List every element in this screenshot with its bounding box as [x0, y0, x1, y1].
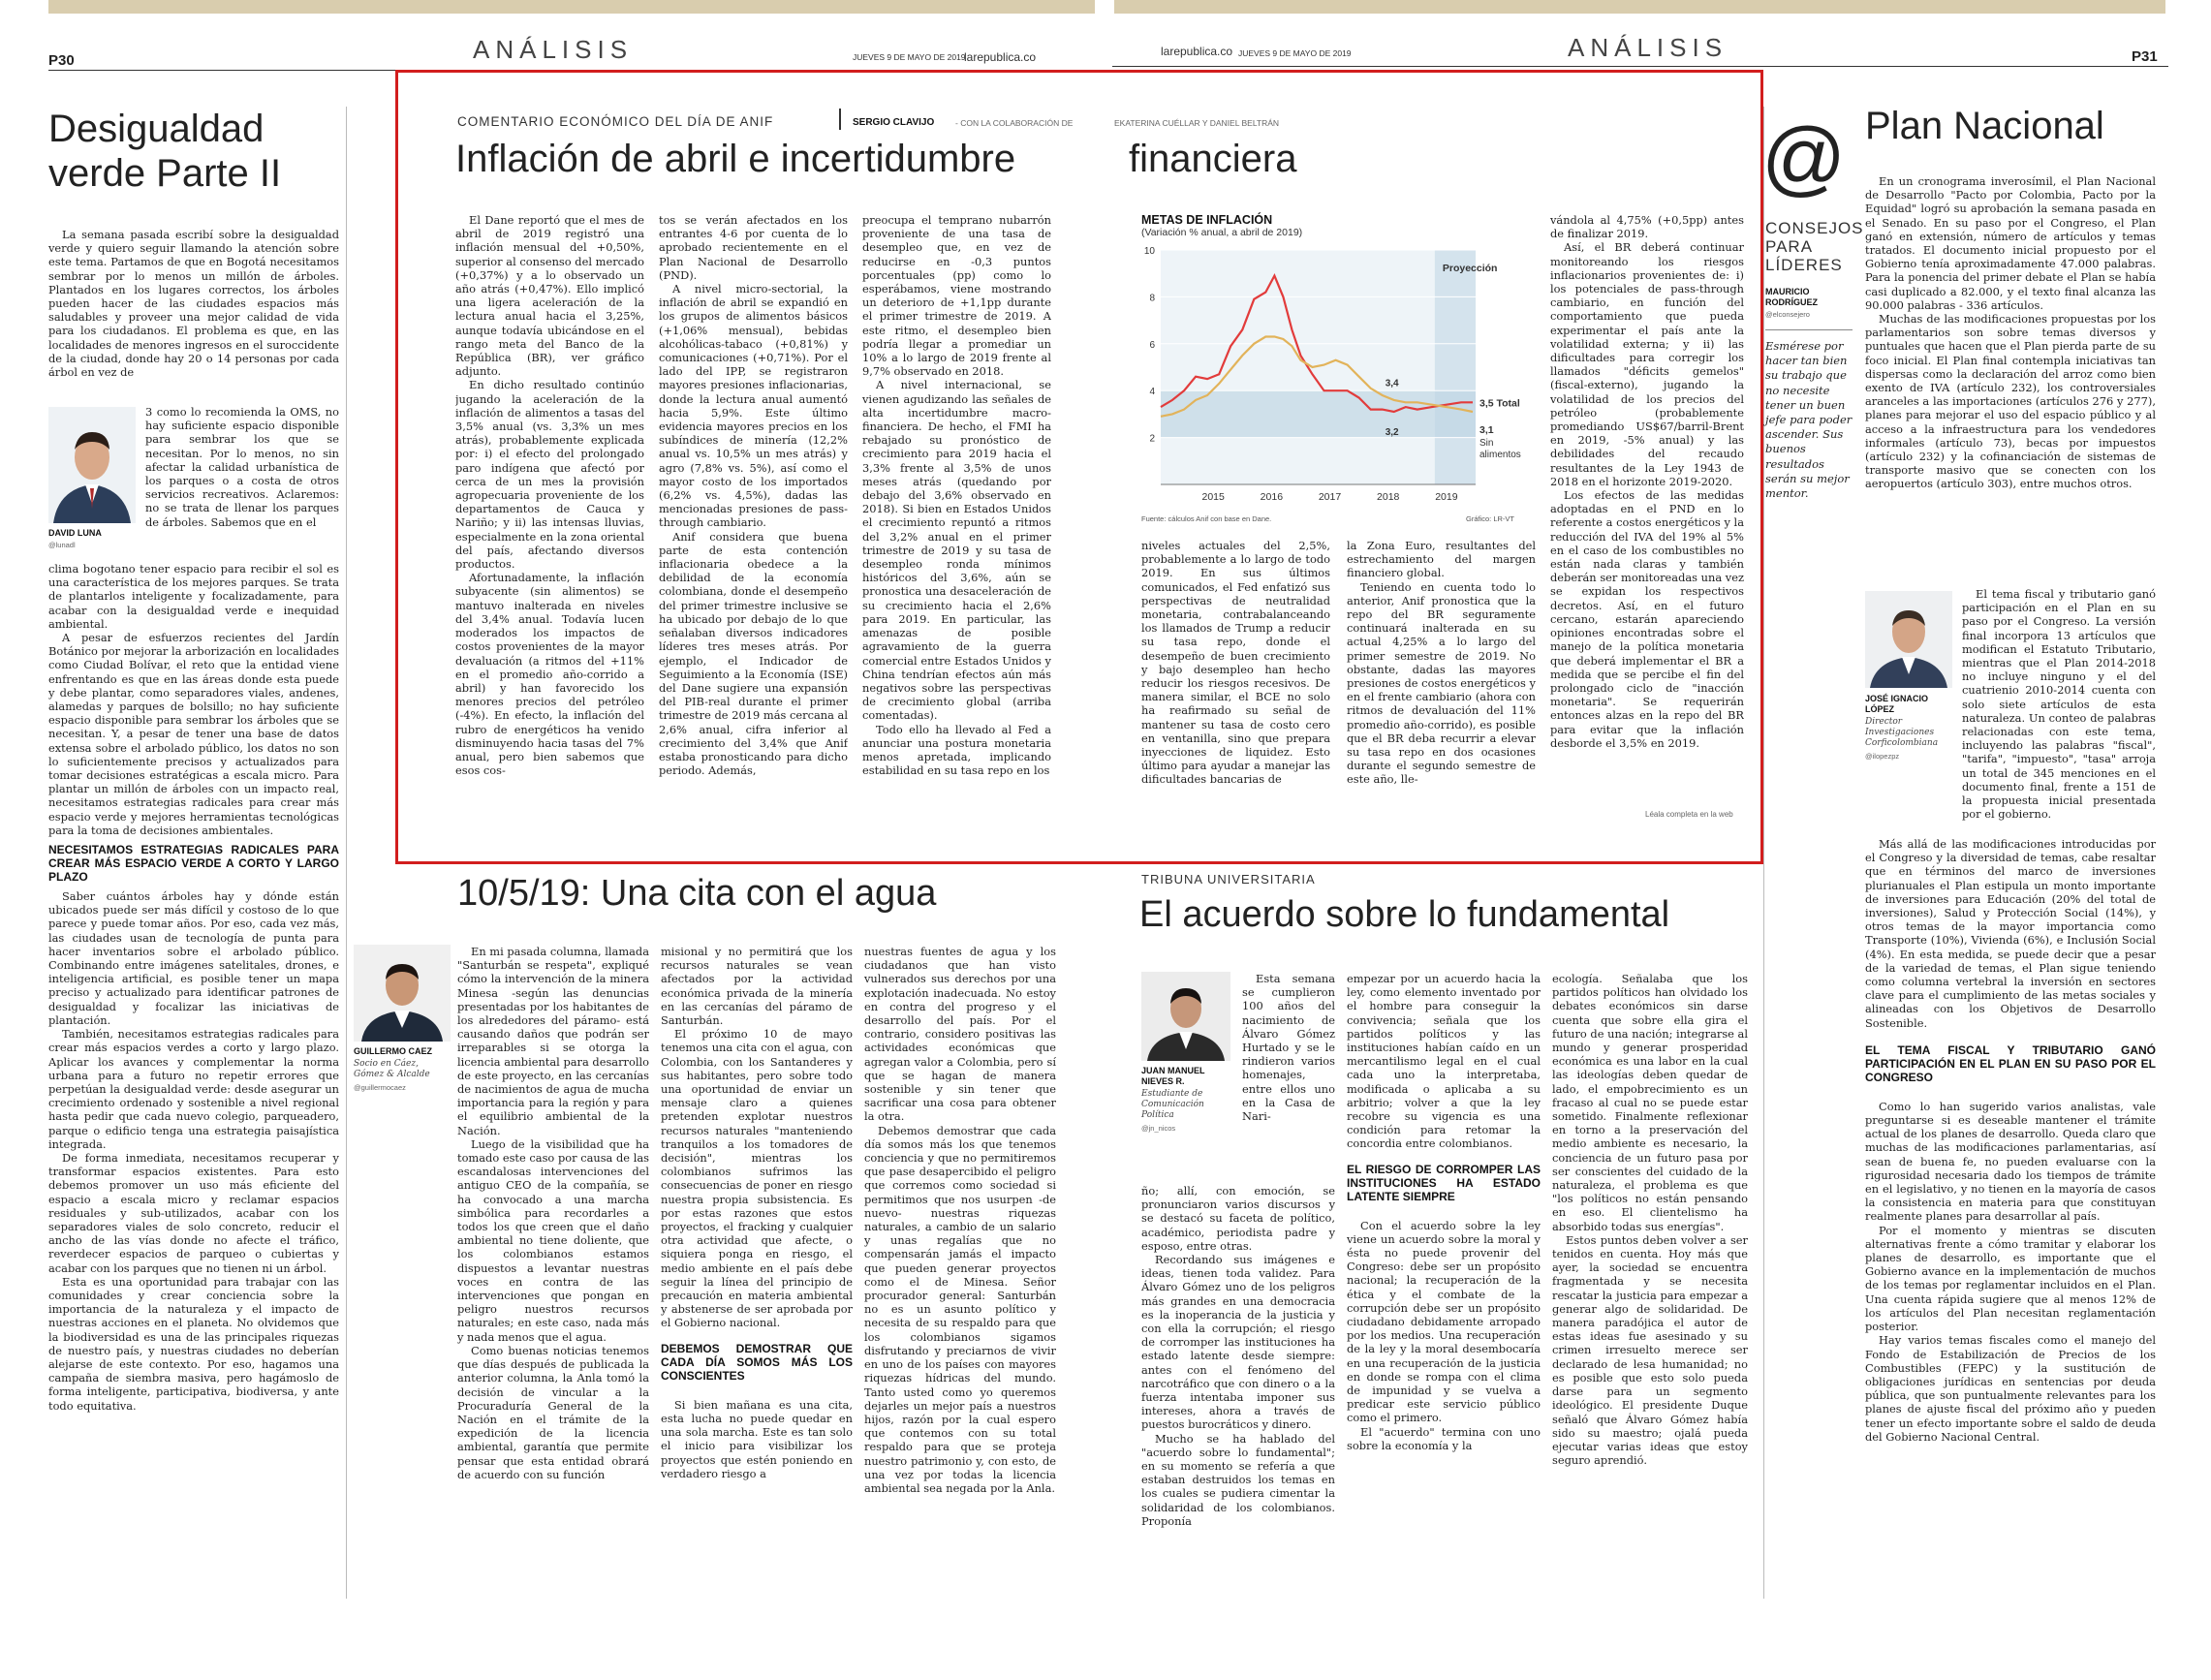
article-title-continued: financiera [1129, 138, 1297, 180]
paragraph: En mi pasada columna, llamada "Santurbán se respeta", expliqué cómo la intervención de la minera Minesa -según las denuncias presentadas por los habitantes de los alrededores del páramo- está causando daños que podrán ser irreparables si se otorga la licencia ambiental para desarrollo de este proyecto, en las cercanías de nacimientos de agua de mucha importancia para la región y para el equilibrio ambiental de la Nación. [457, 945, 649, 1137]
paragraph: misional y no permitirá que los recursos naturales se vean afectados por la actividad económica privada de la minería en las cercanías del páramo de Santurbán. [661, 945, 853, 1028]
x-tick-label: 2018 [1377, 491, 1400, 503]
article-desigualdad [48, 107, 339, 196]
paragraph: Luego de la visibilidad que ha tomado este caso por causa de las escandalosas intervenciones del antiguo CEO de la compañía, se ha convocado a una marcha simbólica para recordarles a todos los que creen que el daño ambiental no tiene doliente, que los colombianos estamos dispuestos a levantar nuestras voces en contra de las intervenciones que pongan en peligro nuestros recursos naturales; en este caso, nada más y nada menos que el agua. [457, 1136, 649, 1344]
kicker-divider [839, 109, 841, 130]
author-name: JOSÉ IGNACIO LÓPEZ [1865, 694, 1929, 714]
paragraph: Esta semana se cumplieron 100 años del nacimiento de Álvaro Gómez Hurtado y se le rindieron varios homenajes, entre ellos uno en la Casa de Nari- [1242, 972, 1335, 1124]
consejos-quote: Esmérese por hacer tan bien su trabajo que no necesite tener un buen jefe para poder ascender. Sus buenos resultados serán su mejor mentor. [1765, 339, 1853, 501]
collab-names: EKATERINA CUÉLLAR Y DANIEL BELTRÁN [1114, 118, 1280, 128]
page-number-right: P31 [2132, 48, 2158, 65]
label-value: 3,4 [1385, 378, 1399, 389]
author-handle: @lunadl [48, 541, 76, 549]
paragraph: empezar por un acuerdo hacia la ley, como elemento inventado por el hombre para conseguir la convivencia; señala que los partidos políticos y las instituciones habían caído en un mercantilismo legal en el cual cada uno la interpretaba, modificada o aplicaba a su arbitrio; volver a que la ley recobre su vigencia es una condición para retomar la concordia entre colombianos. [1347, 972, 1541, 1151]
site-left: larepublica.co [964, 50, 1037, 64]
paragraph: la Zona Euro, resultantes del estrechamiento del margen financiero global. [1347, 539, 1536, 580]
author-photo [1865, 591, 1952, 688]
author-role: Estudiante de Comunicación Política [1141, 1089, 1204, 1120]
inflation-chart [1141, 213, 1541, 533]
paragraph: Los efectos de las medidas adoptadas en el PND en lo referente a costos energéticos y la reducción del IVA del 19% al 5% en el caso de los combustibles no están nada claras y también deberán ser monitoreadas una vez se expidan los respectivos decretos. Así, en el futuro cercano, estarán apareciendo opiniones encontradas sobre el manejo de la política monetaria que deberá implementar el BR a medida que se percibe el fin del prolongado ciclo de "inacción monetaria". Se requerirán entonces alzas en la repo del BR para evitar que la inflación desborde el 3,5% en 2019. [1550, 488, 1744, 750]
paragraph: Más allá de las modificaciones introducidas por el Congreso y la diversidad de temas, cabe resaltar que en términos del marco de inversiones plurianuales el Plan estipula un monto importante de inversiones para Educación (20% del total de inversiones), Salud y Protección Social (14%), y otros temas de la mayor importancia como Transporte (10%), Vivienda (6%), e Inclusión Social (4%). En esta medida, se puede decir que a pesar de la variedad de temas, el Plan sigue teniendo como columna vertebral la inversión en sectores clave para el cumplimiento de las metas sociales y alineadas con los Objetivos de Desarrollo Sostenible. [1865, 837, 2156, 1030]
y-tick-label: 4 [1149, 387, 1155, 398]
article-column [1242, 972, 1335, 1183]
paragraph: Recordando sus imágenes e ideas, tienen toda validez. Para Álvaro Gómez uno de los peligros más grandes en una democracia es la inoperancia de la justicia y con ella la corrupción; el riesgo de corromper las instituciones ha estado latente desde siempre: antes con el fenómeno del narcotráfico que con dinero o a la fuerza intentaba imponer sus intereses, ahora a través de puestos burocráticos y dinero. [1141, 1253, 1335, 1432]
at-icon: @ [1761, 111, 1847, 204]
article-body [48, 228, 339, 397]
paragraph: Por el momento y mientras se discuten alternativas frente a cómo tramitar y elaborar los planes de desarrollo, es importante que el Gobierno avance en la implementación de muchos de los temas por reglamentar incluidos en el Plan. Una cuenta rápida sugiere que al menos 12% de los artículos del Plan necesitan reglamentación posterior. [1865, 1223, 2156, 1334]
projection-area [1435, 250, 1476, 484]
paragraph: A pesar de esfuerzos recientes del Jardín Botánico por mejorar la arborización en localidades como Ciudad Bolívar, el reto que la entidad viene enfrentando es que en las áreas donde esta puede y debe plantar, como separadores viales, andenes, alamedas y parques de bolsillo; no hay suficiente espacio disponible para sembrar los árboles que se necesitan. Y, a pesar de tener una base de datos extensa sobre el arbolado público, los datos no son lo suficientemente precisos y actualizados para tomar decisiones estratégicas a escala micro. Para plantar un millón de árboles con un impacto real, necesitamos estrategias radicales para crear más espacio verde y mejores herramientas tecnológicas para la toma de decisiones ambientales. [48, 631, 339, 837]
consejos-title-line: PARA [1765, 237, 1814, 256]
article-title: Desigualdad [48, 108, 265, 150]
x-tick-label: 2016 [1260, 491, 1284, 503]
paragraph: El "acuerdo" termina con uno sobre la economía y la [1347, 1424, 1541, 1452]
article-title: Inflación de abril e incertidumbre [455, 138, 1016, 180]
paragraph: También, necesitamos estrategias radicales para crear más espacios verdes a corto y largo plazo. Aplicar los avances y complementar la norma urbana para a futuro no repetir errores que perpetúan la desigualdad verde: desde asegurar un crecimiento ordenado y sostenible a nivel regional hasta pedir que cada nuevo colegio, parqueadero, parque o edificio tenga una estrategia paisajística integrada. [48, 1027, 339, 1151]
site-right: larepublica.co [1161, 45, 1233, 58]
consejos-title [1765, 219, 1864, 274]
article-column [1347, 539, 1536, 825]
article-body [48, 562, 339, 1606]
chart-source: Fuente: cálculos Anif con base en Dane. [1141, 514, 1272, 523]
label-value: 3,2 [1385, 427, 1399, 439]
article-body [1865, 837, 2156, 1612]
paragraph: Teniendo en cuenta todo lo anterior, Anif pronostica que la repo del BR seguramente continuará inalterada en su actual 4,25% a lo largo del primer semestre de 2019. No obstante, dadas las mayores presiones de costos energéticos y en el frente cambiario (ahora con ritmos de devaluación del 11% promedio año-corrido), es posible que el BR deba recurrir a elevar su tasa repo en dos ocasiones durante el segundo semestre de este año, lle- [1347, 579, 1536, 787]
paragraph: Esta es una oportunidad para trabajar con las comunidades y crear conciencia sobre la importancia de la naturaleza y el impacto de nuestras acciones en el planeta. No olvidemos que la biodiversidad es una de las principales riquezas de nuestro país, y nuestras ciudades no deberían alejarse de este contexto. Por eso, hagamos una campaña de siembra masiva, pero hagámoslo de forma inteligente, participativa, biodiversa, y ante todo equitativa. [48, 1274, 339, 1413]
article-column [1347, 972, 1541, 1613]
y-tick-label: 6 [1149, 339, 1155, 351]
paragraph: Así, el BR deberá continuar monitoreando los riesgos inflacionarios provenientes de: i) los potenciales de pass-through cambiario, en función del comportamiento que pueda experimentar el país ante la volatilidad externa; y ii) las dificultades para corregir los llamados "déficits gemelos" (fiscal-externo), jugando la volatilidad de los precios del petróleo (probablemente promediando US$67/barril-Brent en 2019, -5% anual) y las debilidades del recaudo resultantes de la Ley 1943 de 2018 en el horizonte 2019-2020. [1550, 240, 1744, 488]
author-photo [48, 407, 136, 523]
author-name: MAURICIO RODRÍGUEZ [1765, 287, 1818, 307]
chart-credit: Gráfico: LR-VT [1465, 514, 1514, 523]
label-sin-value: 3,1 [1479, 423, 1494, 436]
article-title: Plan Nacional [1865, 105, 2104, 147]
y-tick-label: 2 [1149, 433, 1155, 445]
author-name: JUAN MANUEL NIEVES R. [1141, 1066, 1205, 1086]
paragraph: Estos puntos deben volver a ser tenidos en cuenta. Hoy más que ayer, la sociedad se encuentra fragmentada y se necesita rescatar la justicia para empezar a generar algo de solidaridad. De manera paradójica el autor de estas ideas fue asesinado y su crimen irresuelto merece ser declarado de lesa humanidad; no es posible que esto solo pueda darse para un segmento ideológico. El presidente Duque señaló que Álvaro Gómez había sido su maestro; ojalá pueda ejecutar varias ideas que estoy seguro aprendió. [1552, 1232, 1748, 1468]
author-name: SERGIO CLAVIJO [853, 117, 935, 128]
paragraph: Hay varios temas fiscales como el manejo del Fondo de Estabilización de Precios de los Combustibles (FEPC) y la sustitución de obligaciones jurídicas en sentencias por deuda pública, que son puntualmente relevantes para los planes de ajuste fiscal del próximo año y pueden tener un efecto importante sobre el saldo de deuda del Gobierno Nacional Central. [1865, 1333, 2156, 1444]
paragraph: A nivel internacional, se vienen agudizando las señales de alta incertidumbre macro-financiera. De hecho, el FMI ha rebajado su pronóstico de crecimiento para 2019 hacia el 3,3% frente al 3,5% de unos meses atrás (quedando por debajo del 3,6% observado en 2018). Si bien en Estados Unidos el crecimiento repuntó a ritmos del 3,2% anual en el primer trimestre de 2019 y su tasa de desempleo ronda mínimos históricos del 3,6%, aún se pronostica una desaceleración de su crecimiento hacia el 2,6% para 2019. En particular, las amenazas de posible agravamiento de la guerra comercial entre Estados Unidos y China tendrían efectos aún más negativos sobre las perspectivas de crecimiento global (arriba comentadas). [862, 378, 1051, 723]
paragraph: Debemos demostrar que cada día somos más los que tenemos conciencia y que no permitiremos que pase desapercibido el peligro que corremos como sociedad si permitimos que nos usurpen -de nuevo- nuestras riquezas naturales, a cambio de un salario y unas regalías que no compensarán jamás el impacto que pueden generar proyectos como el de Minesa. Señor procurador general: Santurbán no es un asunto político y necesita de su respaldo para que los colombianos sigamos disfrutando y preciarnos de vivir en uno de los países con mayores riquezas hídricas del mundo. Tanto usted como yo queremos dejarles un mejor país a nuestros hijos, razón por la cual espero que contemos con su total respaldo para que se proteja nuestro patrimonio y, con esto, de una vez por todas la licencia ambiental sea negada por la Anla. [864, 1123, 1056, 1495]
chart-plot [1141, 242, 1541, 533]
paragraph: Afortunadamente, la inflación subyacente (sin alimentos) se mantuvo inalterada en niveles del 3,4% anual. Todavía lucen moderados los impactos de costos provenientes de la mayor devaluación (a ritmos del +11% en el promedio año-corrido a abril) y han favorecido los menores precios del petróleo (-4%). En efecto, la inflación del rubro de energéticos ha venido disminuyendo hacia tasas del 7% anual, pero bien sabemos que esos cos- [455, 571, 644, 778]
date-left: JUEVES 9 DE MAYO DE 2019 [853, 52, 966, 62]
target-band [1161, 390, 1476, 437]
paragraph: El Dane reportó que el mes de abril de 2019 registró una inflación mensual del +0,50%, superior al consenso del mercado (+0,37%) y a lo observado un año atrás (+0,47%). Ello implicó una ligera aceleración de la lectura anual hacia el 3,25%, aunque todavía ubicándose en el rango meta del Banco de la República (BR), ver gráfico adjunto. [455, 213, 644, 379]
chart-subtitle: (Variación % anual, a abril de 2019) [1141, 227, 1303, 238]
article-column [1550, 213, 1744, 806]
article-column [1141, 539, 1330, 825]
gold-bar-left [48, 0, 1095, 14]
paragraph: Si bien mañana es una cita, esta lucha no puede quedar en una sola marcha. Este es tan solo el inicio para visibilizar los proyectos que estén poniendo en verdadero riesgo a [661, 1397, 853, 1480]
page-number-left: P30 [48, 52, 75, 69]
article-kicker: COMENTARIO ECONÓMICO DEL DÍA DE ANIF [457, 114, 774, 129]
paragraph: clima bogotano tener espacio para recibir el sol es una característica de los mejores parques. Se trata de plantarlos inteligente y focalizadamente, para acabar con la desigualdad verde e inequidad ambiental. [48, 562, 339, 631]
column-divider [1763, 107, 1764, 1599]
subheading: DEBEMOS DEMOSTRAR QUE CADA DÍA SOMOS MÁS LOS CONSCIENTES [661, 1341, 853, 1383]
paragraph: La semana pasada escribí sobre la desigualdad verde y quiero seguir llamando la atención sobre este tema. Partamos de que en Bogotá necesitamos sembrar por lo menos un millón de árboles. Plantados en los lugares correctos, los árboles pueden hacer de las ciudades espacios más saludables y proveer una mejor calidad de vida para los ciudadanos. El problema es que, en las localidades de menores ingresos en el suroccidente de la ciudad, donde hay 20 o 14 personas por cada árbol en vez de [48, 228, 339, 380]
paragraph: De forma inmediata, necesitamos recuperar y transformar espacios existentes. Para esto debemos promover un uso más eficiente del espacio a escala micro y reclamar espacios residuales y sub-utilizados, acabar con los separadores viales de solo concreto, reducir el ancho de las vías donde no afecte el tráfico, reverdecer espacios de parqueo o cubiertas y acabar con los parques que no tienen ni un árbol. [48, 1150, 339, 1275]
paragraph: El tema fiscal y tributario ganó participación en el Plan en su paso por el Congreso. La versión final incorpora 13 artículos que modifican el Estatuto Tributario, mientras que el Plan 2014-2018 no incluye ninguno y el del cuatrienio 2010-2014 cuenta con solo siete artículos de esta naturaleza. Un conteo de palabras relacionadas con este tema, incluyendo las palabras "fiscal", "tarifa", "impuesto", "tasa" arroja un total de 345 menciones en el documento final, frente a 151 de la propuesta inicial presentada por el gobierno. [1962, 587, 2156, 822]
article-column [455, 213, 644, 825]
article-column [864, 945, 1056, 1613]
author-handle: @jn_nicos [1141, 1124, 1176, 1133]
chart-title: METAS DE INFLACIÓN [1141, 213, 1273, 227]
author-photo [354, 945, 451, 1042]
paragraph: Como lo han sugerido varios analistas, vale preguntarse si es deseable mantener el trámite actual de los planes de desarrollo. Queda claro que muchas de las modificaciones parlamentarias, así sean de buena fe, no pueden evaluarse con la rigurosidad necesaria dado los tiempos de trámite en el legislativo, y no tienen en la mayoría de casos la consistencia en materia para que constituyan realmente planes para desarrollar al país. [1865, 1099, 2156, 1224]
x-tick-label: 2017 [1318, 491, 1342, 503]
author-name: DAVID LUNA [48, 528, 102, 538]
consejos-title-line: CONSEJOS [1765, 219, 1864, 237]
article-body [1962, 587, 2156, 837]
paragraph: En un cronograma inverosímil, el Plan Nacional de Desarrollo "Pacto por Colombia, Pacto por la Equidad" logró su aprobación la semana pasada en el Senado. En su paso por el Congreso, el Plan ganó en extensión, número de artículos y temas tratados. El documento inicial propuesto por el Gobierno tenía aproximadamente 47.000 palabras. Para la ponencia del primer debate el Plan se había casi duplicado a 82.000, y el texto final alcanza las 90.000 palabras - 336 artículos. [1865, 174, 2156, 312]
paragraph: Muchas de las modificaciones propuestas por los parlamentarios son sobre temas diversos y puntuales que hacen que el Plan pierda parte de su foco inicial. El Plan final contempla iniciativas tan dispersas como la declaración del arroz como bien exento de IVA (artículo 232), los controversiales aranceles a las importaciones (artículos 276 y 277), planes para mejorar el uso del espacio público y al acceso a la infraestructura para los vendedores informales (artículo 73), becas por impuestos (artículo 232) y la cofinanciación de sistemas de transporte masivo que se conecten con los aeropuertos (artículo 303), entre muchos otros. [1865, 312, 2156, 491]
paragraph: Mucho se ha hablado del "acuerdo sobre lo fundamental"; en su momento se refería a que estaban destruidos los temas en los cuales se pudiera cimentar la solidaridad de los colombianos. Proponía [1141, 1431, 1335, 1528]
consejos-title-line: LÍDERES [1765, 256, 1843, 274]
read-more-note: Léala completa en la web [1645, 810, 1733, 819]
author-photo [1141, 972, 1230, 1061]
author-role: Director Investigaciones Corficolombiana [1865, 717, 1939, 748]
paragraph: Con el acuerdo sobre la ley viene un acuerdo sobre la moral y ésta no puede provenir del Congreso: debe ser un propósito nacional; la recuperación de la ética y el combate de la corrupción debe ser un propósito ciudadano debidamente arropado por los medios. Una recuperación de la ley y la moral desembocaría en una recuperación de la justicia en donde se rompa con el clima de impunidad y se vuelva a predicar este servicio público como el primero. [1347, 1218, 1541, 1425]
author-handle: @guillermocaez [354, 1083, 406, 1092]
paragraph: A nivel micro-sectorial, la inflación de abril se expandió en los grupos de alimentos básicos (+1,06% mensual), bebidas alcohólicas-tabaco (+0,81%) y comunicaciones (+0,71%). Por el lado del IPP, se registraron mayores presiones inflacionarias, donde la lectura anual aumentó hacia 5,9%. Este último evidencia mayores precios en los subíndices de minería (12,2% anual vs. 10,5% un mes atrás) y agro (7,8% vs. 5%), así como el mayor costo de los importados (6,2% vs. 4,5%), dadas las mencionadas presiones de pass-through cambiario. [659, 282, 848, 530]
author-name: GUILLERMO CAEZ [354, 1046, 432, 1056]
paragraph: ecología. Señalaba que los partidos políticos han olvidado los debates económicos sin darse cuenta que sobre ella gira el futuro de una nación; integrarse al mundo y generar prosperidad económica es una labor en la cual las ideologías deben quedar de lado, el empobrecimiento es un fracaso al cual no se puede estar sometido. Finalmente reflexionar en torno a la preservación del medio ambiente es necesario, la conciencia de un futuro pasa por ser conscientes del cuidado de la naturaleza, el problema es que "los políticos no están pensando en eso. El clientelismo ha absorbido todas sus energías". [1552, 972, 1748, 1233]
paragraph: vándola al 4,75% (+0,5pp) antes de finalizar 2019. [1550, 213, 1744, 241]
paragraph: niveles actuales del 2,5%, probablemente a lo largo de todo 2019. En sus últimos comunicados, el Fed enfatizó sus perspectivas de neutralidad monetaria, contrabalanceando los llamados de Trump a reducir su tasa repo, donde el desempeño de buen crecimiento y bajo desempleo han hecho reducir los riesgos recesivos. De manera similar, el BCE no solo ha reafirmado su señal de mantener su tasa de costo cero en ventanilla, sino que prepara inyecciones de liquidez. Esto último para ayudar a manejar las dificultades bancarias de [1141, 539, 1330, 787]
subheading: NECESITAMOS ESTRATEGIAS RADICALES PARA CREAR MÁS ESPACIO VERDE A CORTO Y LARGO PLAZO [48, 843, 339, 885]
paragraph: nuestras fuentes de agua y los ciudadanos que han visto vulnerados sus derechos por una explotación inadecuada. No estoy en contra del progreso y el desarrollo del país. Por el contrario, considero positivas las actividades económicas que agregan valor a Colombia, pero sí que se hagan de manera sostenible y sin tener que sacrificar una cosa para obtener la otra. [864, 945, 1056, 1124]
chart-background [1161, 250, 1476, 484]
article-title: El acuerdo sobre lo fundamental [1139, 894, 1670, 935]
label-sin-text: Sin [1479, 437, 1494, 449]
paragraph: Anif considera que buena parte de esta contención inflacionaria obedece a la debilidad de la economía colombiana, donde el desempeño del primer trimestre inclusive se ha ubicado por debajo de lo que señalaban diversos indicadores líderes tres meses atrás. Por ejemplo, el Indicador de Seguimiento a la Economía (ISE) del Dane sugiere una expansión del PIB-real durante el primer trimestre de 2019 más cercana al 2,6% anual, cifra inferior al crecimiento del 3,4% que Anif estaba pronosticando para dicho periodo. Además, [659, 529, 848, 778]
projection-label: Proyección [1442, 263, 1498, 274]
paragraph: ño; allí, con emoción, se pronunciaron varios discursos y se destacó su faceta de político, académico, periodista padre y esposo, entre otras. [1141, 1184, 1335, 1253]
paragraph: El próximo 10 de mayo tenemos una cita con el agua, con Colombia, con los Santanderes y sus habitantes, pero sobre todo una oportunidad de enviar un mensaje claro a quienes pretenden explotar nuestros recursos naturales "manteniendo tranquilos a los tomadores de decisión", mientras los colombianos sufrimos las consecuencias de poner en riesgo nuestra propia subsistencia. Es por estas razones que estos proyectos, el fracking y cualquier otra actividad que afecte, o siquiera ponga en riesgo, el medio ambiente en el país debe seguir la línea del principio de precaución en materia ambiental y abstenerse de ser aprobada por el Gobierno nacional. [661, 1027, 853, 1330]
article-column [1552, 972, 1748, 1613]
author-role: Socio en Cáez, Gómez & Alcalde [354, 1059, 430, 1079]
article-column [661, 945, 853, 1613]
paragraph: preocupa el temprano nubarrón proveniente de una tasa de desempleo que, en vez de reducirse en -0,3 puntos porcentuales (pp) como lo esperábamos, viene mostrando un deterioro de +1,1pp durante el primer trimestre de 2019. A este ritmo, el desempleo bien podría llegar a promediar un 10% a lo largo de 2019 frente al 9,7% observado en 2018. [862, 213, 1051, 379]
section-title-left: ANÁLISIS [473, 35, 634, 64]
collab-text: - CON LA COLABORACIÓN DE [955, 118, 1074, 128]
divider [1765, 329, 1853, 330]
article-column [659, 213, 848, 825]
label-sin-text: alimentos [1479, 449, 1521, 460]
x-tick-label: 2015 [1201, 491, 1225, 503]
subheading: EL TEMA FISCAL Y TRIBUTARIO GANÓ PARTICIPACIÓN EN EL PLAN EN SU PASO POR EL CONGRESO [1865, 1042, 2156, 1084]
author-handle: @elconsejero [1765, 310, 1810, 319]
header-rule-right [1112, 66, 2168, 67]
y-tick-label: 10 [1143, 246, 1155, 257]
y-tick-label: 8 [1149, 293, 1155, 304]
subheading: EL RIESGO DE CORROMPER LAS INSTITUCIONES HA ESTADO LATENTE SIEMPRE [1347, 1162, 1541, 1203]
paragraph: En dicho resultado continúo jugando la aceleración de la inflación de alimentos a tasas del 3,5% anual (vs. 3,3% un mes atrás), probablemente explicada por: i) el efecto del prolongado paro indígena que afectó por cerca de un mes la provisión agropecuaria proveniente de los departamentos de Cauca y Nariño; y ii) las intensas lluvias, especialmente en la zona oriental del país, afectando diversos productos. [455, 378, 644, 572]
article-body [1865, 174, 2156, 579]
gold-bar-right [1114, 0, 2165, 14]
column-divider [346, 107, 347, 1599]
article-title: verde Parte II [48, 152, 282, 195]
label-total: 3,5 Total [1479, 397, 1520, 410]
article-column [457, 945, 649, 1613]
author-handle: @ilopezpz [1865, 752, 1900, 761]
section-title-right: ANÁLISIS [1568, 33, 1728, 62]
article-title: 10/5/19: Una cita con el agua [457, 873, 937, 914]
paragraph: Saber cuántos árboles hay y dónde están ubicados puede ser más difícil y costoso de lo que parece y puede tomar años. Por eso, cada vez más, las ciudades usan de tecnología de punta para hacer inventarios sobre el arbolado público. Combinando entre imágenes satelitales, drones, e inteligencia artificial, es posible tener un mapa preciso y actualizado para identificar patrones de desigualdad y focalizar las iniciativas de plantación. [48, 889, 339, 1027]
paragraph: Como buenas noticias tenemos que días después de publicada la anterior columna, la Anla tomó la decisión de vincular a la Procuraduría General de la Nación en el trámite de la expedición de la licencia ambiental, garantía que permite pensar que esta entidad obrará de acuerdo con su función [457, 1343, 649, 1481]
article-column [862, 213, 1051, 825]
paragraph: Todo ello ha llevado al Fed a anunciar una postura monetaria menos apretada, implicando estabilidad en su tasa repo en los [862, 722, 1051, 778]
article-column [1141, 1184, 1335, 1613]
article-body [145, 405, 339, 560]
article-kicker: TRIBUNA UNIVERSITARIA [1141, 872, 1316, 887]
paragraph: tos se verán afectados en los entrantes 4-6 por cuenta de lo aprobado recientemente en el Plan Nacional de Desarrollo (PND). [659, 213, 848, 282]
x-tick-label: 2019 [1435, 491, 1458, 503]
paragraph: 3 como lo recomienda la OMS, no hay suficiente espacio disponible para sembrar los que se necesitan. Por lo menos, no sin afectar la calidad urbanística de los parques o a costa de otros servicios recreativos. Aclaremos: no se trata de llenar los parques de árboles. Sabemos que en el [145, 405, 339, 529]
date-right: JUEVES 9 DE MAYO DE 2019 [1238, 48, 1352, 58]
